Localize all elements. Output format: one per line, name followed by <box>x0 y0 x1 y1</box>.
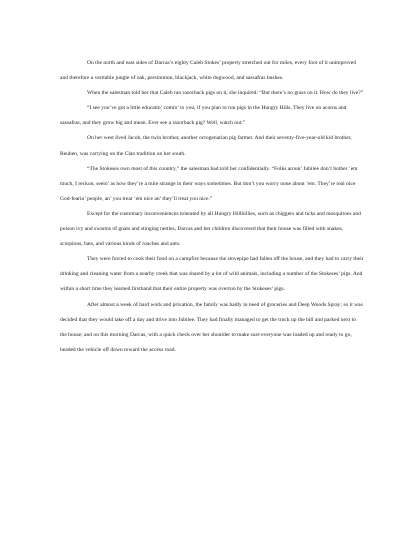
paragraph-7: They were forced to cook their food on a campfire because the stovepipe had fallen off the house, and they had to carry their drinking and cleaning water from a nearby creek that was shared by a lot of wild animals, including a number of the Stokeses’ pigs. And within a short time they learned firsthand that their entire property was overrun by the Stokeses’ pigs. <box>60 256 364 293</box>
paragraph-5: “The Stokeses own most of this country,” the salesman had told her confidentially. “Folks aroun’ Jubilee don’t bother ’em much, I reckon, seein’ as how they’re a mite strange in their ways sometimes. But don’t you worry none about ’em. They’re real nice God-fearin’ people, an’ you treat ’em nice an’ they’ll treat you nice.” <box>60 165 358 202</box>
body-text <box>60 56 364 358</box>
paragraph-6: Except for the customary inconveniences tolerated by all Hungry Hillbillies, such as chiggers and ticks and mosquitoes and poison ivy and swarms of gnats and stinging nettles, Darcas and her children discovered that their house was filled with snakes, scorpions, bats, and various kinds of roaches and ants. <box>60 210 361 248</box>
paragraph-3: “I see you’ve got a little educatin’ comin’ to you, if you plan to run pigs in the Hungry Hills. They live on acorns and sassafras, and they grow big and mean. Ever see a razorback pig? Well, watch out.” <box>60 105 347 127</box>
paragraph-1: On the north and east sides of Darcas’s eighty Caleb Stokes’ property stretched out for miles, every foot of it unimproved and therefore a veritable jungle of oak, persimmon, blackjack, white dogwood, and sassafras bushes. <box>60 60 357 82</box>
paragraph-8: After almost a week of hard work and privation, the family was badly in need of groceries and Deep Woods Spray; so it was decided that they would take off a day and drive into Jubilee. They had finally managed to get the truck up the hill and parked next to the house; and on this morning Darcas, with a quick check over her shoulder to make sure everyone was loaded up and ready to go, headed the vehicle off down toward the access road. <box>60 301 363 353</box>
paragraph-2: When the salesman told her that Caleb ran razorback pigs on it, she inquired: “But there’s no grass on it. How do they live?” <box>87 90 364 97</box>
paragraph-4: On her west lived Jacob, the twin brother, another octogenarian pig farmer. And their seventy-five-year-old kid brother, Reuben, was carrying on the Clan tradition on her south. <box>60 135 352 157</box>
